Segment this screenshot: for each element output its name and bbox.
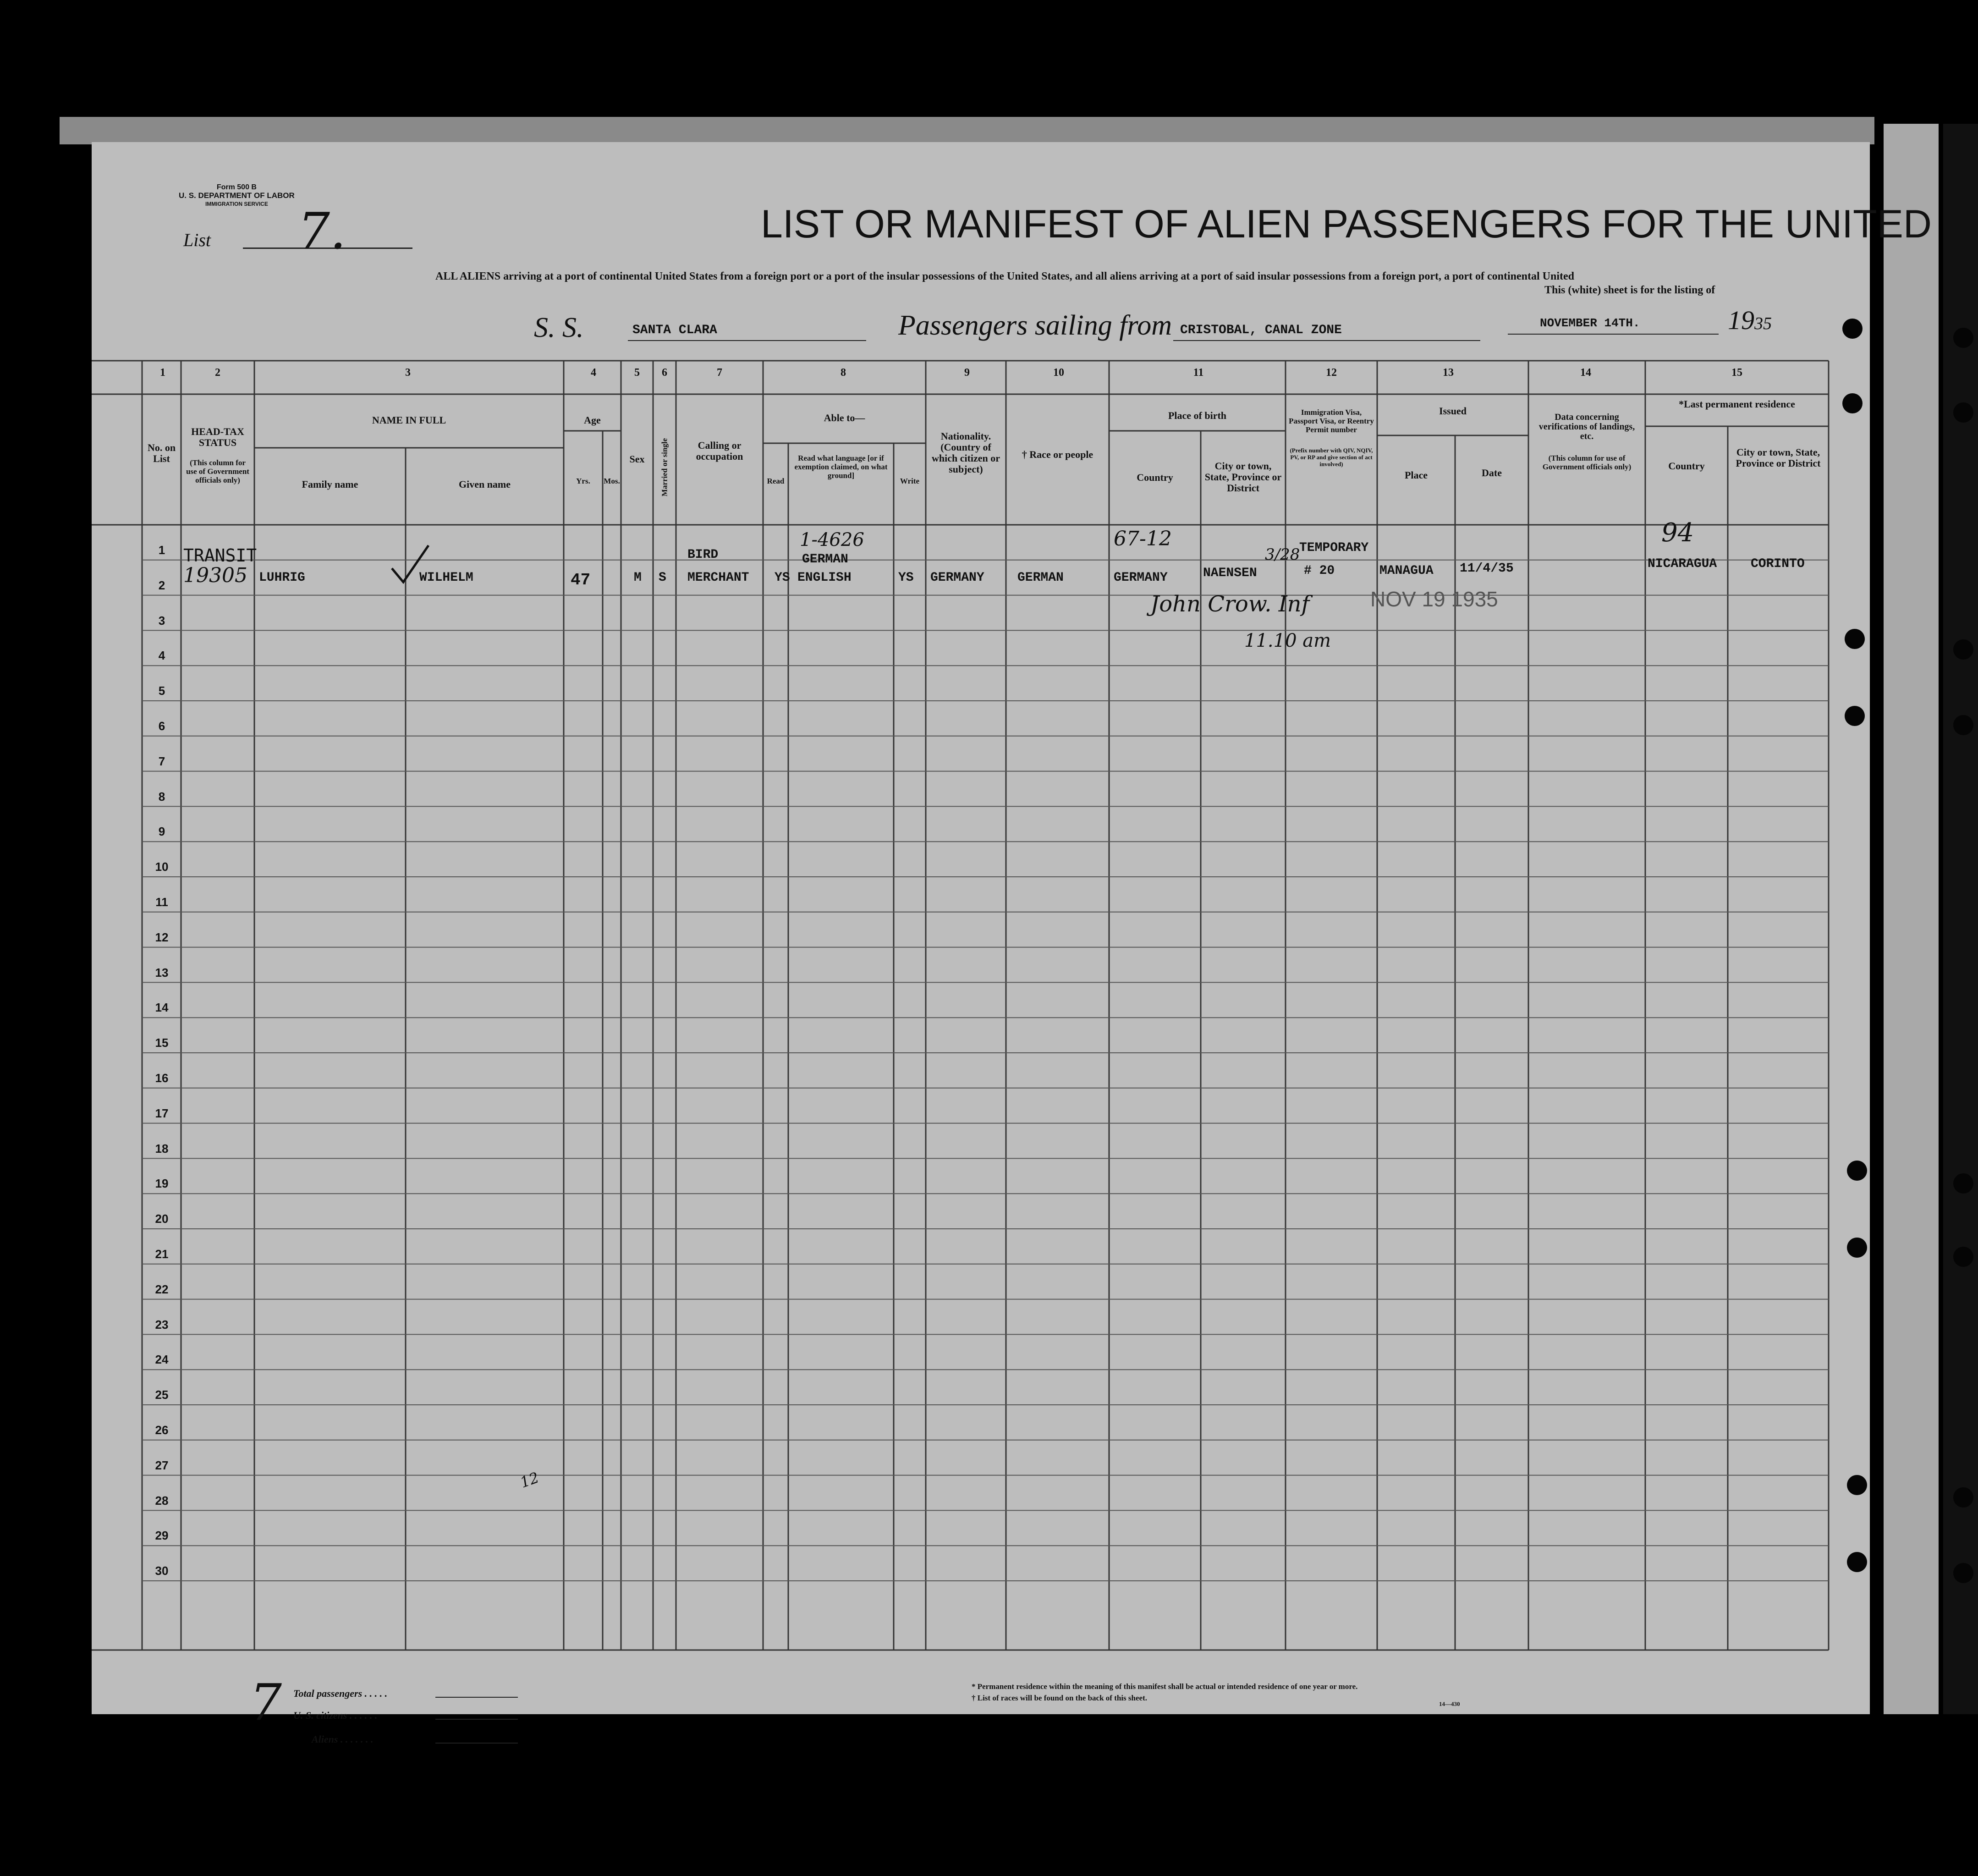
column-number: 5 — [634, 367, 640, 379]
row-number: 21 — [155, 1247, 169, 1261]
given-name: WILHELM — [419, 571, 473, 585]
row-number: 1 — [158, 543, 165, 557]
header-race-or-people: † Race or people — [1022, 449, 1093, 460]
column-number: 8 — [841, 367, 846, 379]
form-id-line: Form 500 B — [216, 183, 257, 191]
header-calling-or-occupation: Calling or occupation — [696, 440, 743, 462]
header-able-to: Able to— — [824, 412, 865, 424]
print-code: 14—430 — [1439, 1700, 1460, 1707]
header-immigration-visa: Immigration Visa, Passport Visa, or Reentry Permit number — [1289, 408, 1374, 434]
issued-place: MANAGUA — [1379, 564, 1434, 578]
header-head-tax-status: HEAD-TAX STATUS — [191, 426, 244, 448]
married-or-single: S — [659, 571, 666, 585]
passengers-label: Passengers sailing from — [898, 310, 1172, 341]
birth-city: NAENSEN — [1203, 566, 1257, 580]
header-lpr-city: City or town, State, Province or District — [1736, 446, 1821, 469]
list-label: List — [183, 230, 211, 250]
header-age: Age — [584, 414, 601, 426]
header-name-in-full: NAME IN FULL — [372, 414, 446, 426]
row-number: 27 — [155, 1458, 169, 1472]
column-number: 4 — [591, 367, 596, 379]
sailing-date: NOVEMBER 14TH. — [1540, 316, 1640, 330]
column-number: 2 — [215, 367, 220, 379]
can-read: YS — [775, 571, 790, 585]
header-family-name: Family name — [302, 479, 358, 490]
lpr-note: 94 — [1661, 518, 1694, 548]
footnote-1: * Permanent residence within the meaning of this manifest shall be actual or intended residence of one year or more. — [972, 1682, 1358, 1691]
row-number: 2 — [158, 578, 165, 592]
occupation-line-1: BIRD — [687, 548, 719, 562]
form-id-line: U. S. DEPARTMENT OF LABOR — [179, 191, 295, 200]
header-birth-city: City or town, State, Province or District — [1204, 460, 1282, 494]
family-name: LUHRIG — [259, 571, 305, 585]
header-nationality: Nationality. (Country of which citizen or subject) — [931, 430, 1000, 475]
row-number: 20 — [155, 1212, 169, 1226]
visa-note: 3/28 — [1265, 545, 1300, 564]
row-number: 7 — [158, 754, 165, 768]
sex: M — [634, 571, 642, 585]
head-tax-number: 19305 — [183, 564, 247, 587]
header-issued-date: Date — [1482, 467, 1502, 479]
total-passengers-line — [435, 1697, 518, 1698]
header-head-tax-note: (This column for use of Government officials only) — [186, 458, 249, 484]
total-passengers-text: Total passengers — [293, 1688, 363, 1699]
page-title: LIST OR MANIFEST OF ALIEN PASSENGERS FOR THE UNITED — [761, 202, 1932, 246]
row-number: 9 — [158, 825, 165, 839]
header-last-permanent-residence: *Last permanent residence — [1679, 398, 1795, 410]
column-number: 14 — [1580, 367, 1591, 379]
row-number: 24 — [155, 1353, 169, 1367]
header-married-or-single: Married or single — [660, 438, 669, 497]
us-citizens-label: U. S. citizens . . . . . . — [293, 1710, 378, 1721]
row-27-mark: 12 — [517, 1469, 541, 1491]
visa-line-2: # 20 — [1304, 564, 1335, 578]
column-number: 15 — [1731, 367, 1742, 379]
occupation-line-2: MERCHANT — [687, 571, 749, 585]
can-write: YS — [898, 571, 914, 585]
row-number: 3 — [158, 613, 165, 627]
header-issued-place: Place — [1404, 469, 1428, 481]
header-sex: Sex — [629, 453, 645, 465]
aliens-line — [435, 1743, 518, 1744]
row-number: 18 — [155, 1141, 169, 1155]
header-given-name: Given name — [458, 479, 511, 490]
column-number: 1 — [160, 367, 165, 379]
head-tax-status: TRANSIT — [183, 545, 257, 566]
header-data-concerning: Data concerning verifications of landings, etc. — [1538, 412, 1635, 441]
year-prefix: 19 — [1728, 305, 1754, 335]
nationality: GERMANY — [930, 571, 984, 585]
row-number: 14 — [155, 1001, 169, 1015]
date-stamp: NOV 19 1935 — [1370, 587, 1498, 611]
visa-line-1: TEMPORARY — [1299, 541, 1369, 555]
row-number: 11 — [155, 895, 168, 909]
header-write: Write — [900, 477, 920, 485]
row-number: 22 — [155, 1282, 169, 1296]
row-number: 28 — [155, 1493, 169, 1507]
column-number: 7 — [717, 367, 722, 379]
issued-date: 11/4/35 — [1460, 561, 1514, 576]
column-number: 11 — [1193, 367, 1204, 379]
languages-line-1: GERMAN — [802, 552, 848, 567]
header-issued: Issued — [1439, 405, 1467, 417]
column-number: 13 — [1443, 367, 1454, 379]
row-number: 13 — [155, 965, 169, 979]
year-suffix: 35 — [1754, 314, 1772, 333]
row-number: 15 — [155, 1036, 169, 1050]
subtitle-line-1: ALL ALIENS arriving at a port of continental United States from a foreign port or a port of the insular possessions of the United States, and all aliens arriving at a port of said insular possessions from a foreign port, a port of continental United — [435, 270, 1574, 282]
subtitle-line-2: This (white) sheet is for the listing of — [1544, 284, 1715, 296]
row-number: 10 — [155, 860, 169, 874]
header-mos: Mos. — [604, 477, 620, 485]
column-number: 10 — [1053, 367, 1064, 379]
column-number: 6 — [662, 367, 667, 379]
us-citizens-line — [435, 1719, 518, 1720]
total-passengers-label: Total passengers . . . . . — [293, 1688, 388, 1699]
row-number: 16 — [155, 1071, 169, 1085]
header-birth-country: Country — [1137, 472, 1173, 483]
lpr-city: CORINTO — [1751, 557, 1805, 571]
row-number: 5 — [158, 684, 165, 698]
aliens-label: Aliens . . . . . . . — [312, 1733, 374, 1745]
header-immigration-visa-note: (Prefix number with QIV, NQIV, PV, or RP and give section of act involved) — [1290, 447, 1373, 468]
header-read: Read — [767, 477, 785, 485]
birth-country: GERMANY — [1114, 571, 1168, 585]
header-lpr-country: Country — [1668, 460, 1705, 472]
column-number: 12 — [1326, 367, 1337, 379]
inspector-signature: John Crow. Inf — [1150, 591, 1310, 617]
birth-note: 67-12 — [1114, 527, 1172, 550]
row-number: 26 — [155, 1423, 169, 1437]
languages-line-2: ENGLISH — [797, 571, 852, 585]
us-citizens-text: U. S. citizens — [293, 1710, 347, 1721]
list-number: 7. — [298, 202, 346, 260]
row-number: 23 — [155, 1317, 169, 1331]
ship-name: SANTA CLARA — [632, 323, 717, 337]
aliens-text: Aliens — [312, 1733, 338, 1745]
header-place-of-birth: Place of birth — [1168, 410, 1227, 421]
header-read-what-language: Read what language [or if exemption claimed, on what ground] — [794, 454, 888, 480]
footnote-2: † List of races will be found on the back of this sheet. — [972, 1694, 1147, 1702]
form-id-line: IMMIGRATION SERVICE — [205, 201, 268, 207]
age-years: 47 — [571, 571, 591, 589]
row-number: 6 — [158, 719, 165, 733]
column-number: 3 — [405, 367, 411, 379]
row-number: 17 — [155, 1106, 169, 1120]
row-number: 30 — [155, 1564, 169, 1578]
lpr-country: NICARAGUA — [1648, 557, 1717, 571]
tally-mark: 7 — [250, 1673, 282, 1732]
header-yrs: Yrs. — [576, 477, 590, 485]
row-number: 12 — [155, 930, 169, 944]
row-number: 8 — [158, 789, 165, 803]
row-number: 25 — [155, 1388, 169, 1402]
inspection-time: 11.10 am — [1244, 630, 1331, 651]
row-number: 19 — [155, 1177, 169, 1191]
column-number: 9 — [964, 367, 970, 379]
sailing-from: CRISTOBAL, CANAL ZONE — [1180, 323, 1342, 337]
row-number: 4 — [158, 649, 165, 663]
header-no-on-list: No. on List — [147, 442, 176, 464]
header-data-concerning-note: (This column for use of Government officials only) — [1542, 454, 1632, 471]
ss-label: S. S. — [534, 312, 584, 343]
row-number: 29 — [155, 1529, 169, 1543]
race: GERMAN — [1017, 571, 1064, 585]
language-note: 1-4626 — [800, 529, 864, 550]
